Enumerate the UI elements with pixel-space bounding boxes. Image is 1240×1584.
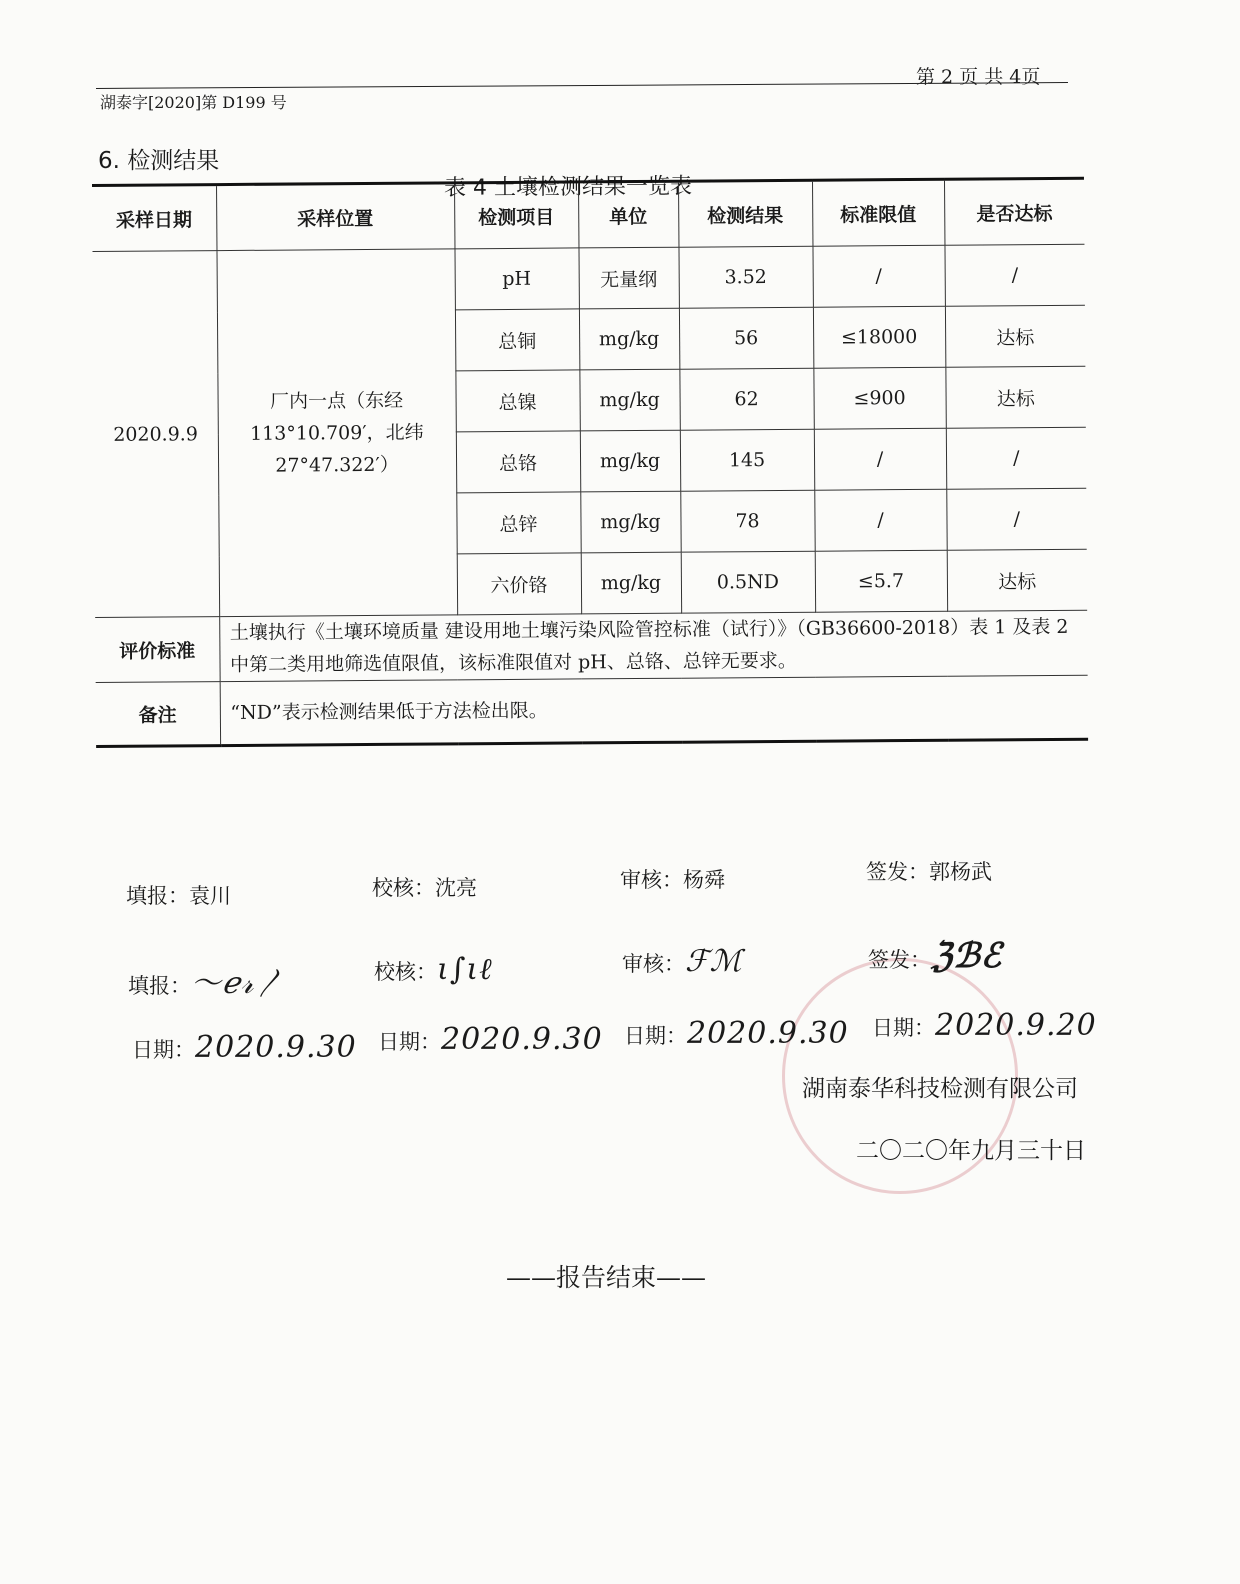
col-header: 采样日期: [92, 185, 216, 252]
signature-block-issue: [868, 936, 1002, 976]
col-header: 是否达标: [944, 178, 1084, 245]
table-cell: /: [812, 245, 944, 307]
table-cell: 达标: [947, 549, 1087, 611]
table-cell: mg/kg: [579, 369, 679, 431]
signature-label: 签发：: [868, 948, 931, 972]
handwritten-date: 2020.9.30: [687, 1016, 849, 1051]
table-cell: 总铜: [455, 309, 579, 371]
signer-review: [620, 864, 725, 894]
signer-name: 袁川: [189, 884, 231, 908]
signature-block-review: [622, 944, 743, 979]
table-cell: /: [814, 489, 946, 551]
handwritten-signature: 〜ℯ𝓇〳: [191, 966, 286, 1001]
signer-issue: [866, 856, 992, 886]
table-cell: ≤900: [813, 367, 945, 429]
table-cell: 无量纲: [578, 247, 678, 309]
table-cell: /: [944, 244, 1084, 306]
table-row: [92, 244, 1084, 312]
remark-text: “ND”表示检测结果低于方法检出限。: [220, 675, 1088, 745]
handwritten-date: 2020.9.30: [195, 1030, 357, 1065]
signer-label: 审核：: [620, 868, 683, 892]
col-header: 采样位置: [216, 183, 454, 251]
signer-label: 校核：: [372, 876, 435, 900]
col-header: 单位: [578, 181, 678, 248]
evaluation-text: 土壤执行《土壤环境质量 建设用地土壤污染风险管控标准（试行）》（GB36600-2018）表 1 及表 2 中第二类用地筛选值限值，该标准限值对 pH、总铬、总锌无要求。: [219, 610, 1087, 681]
table-title: 表 4 土壤检测结果一览表: [443, 174, 693, 201]
section-title: 6. 检测结果: [98, 148, 220, 174]
table-cell: 0.5ND: [681, 551, 815, 613]
date-label: 日期：: [378, 1030, 441, 1054]
table-cell: mg/kg: [580, 491, 680, 553]
remark-label: 备注: [96, 682, 220, 747]
table-cell: mg/kg: [580, 430, 680, 492]
table-cell: ≤18000: [813, 306, 945, 368]
results-table-wrapper: [92, 177, 1088, 748]
signer-name: 杨舜: [683, 868, 725, 892]
page-number: 第 2 页 共 4页: [916, 66, 1041, 88]
handwritten-signature: ι∫ιℓ: [437, 952, 493, 987]
col-header: 标准限值: [812, 179, 944, 246]
company-name: 湖南泰华科技检测有限公司: [802, 1076, 1078, 1102]
table-cell: 达标: [945, 305, 1085, 367]
date-issue: [872, 1008, 1097, 1043]
signer-check: [372, 872, 477, 902]
remark-row: [96, 675, 1088, 746]
table-cell: 总镍: [455, 370, 579, 432]
results-table: [92, 177, 1088, 748]
table-cell: mg/kg: [581, 552, 681, 614]
handwritten-signature: ℱℳ: [685, 944, 743, 979]
signer-name: 沈亮: [435, 876, 477, 900]
table-cell: pH: [454, 248, 578, 310]
table-cell: 62: [679, 368, 813, 430]
table-cell: 总锌: [456, 492, 580, 554]
col-header: 检测项目: [454, 182, 578, 249]
document-number: 湖泰字[2020]第 D199 号: [100, 93, 287, 112]
handwritten-date: 2020.9.20: [935, 1008, 1097, 1043]
date-review: [624, 1016, 849, 1051]
table-cell: 达标: [945, 366, 1085, 428]
date-label: 日期：: [132, 1038, 195, 1062]
table-header-row: [92, 178, 1084, 251]
sample-location: 厂内一点（东经 113°10.709′，北纬 27°47.322′）: [216, 249, 457, 617]
table-cell: 56: [679, 307, 813, 369]
date-check: [378, 1022, 603, 1057]
table-cell: /: [946, 427, 1086, 489]
evaluation-row: [95, 610, 1087, 682]
table-cell: 六价铬: [457, 553, 581, 615]
table-cell: mg/kg: [579, 308, 679, 370]
table-cell: 145: [680, 429, 814, 491]
signature-label: 审核：: [622, 952, 685, 976]
table-cell: 78: [680, 490, 814, 552]
signature-block-fill: [128, 958, 285, 1002]
date-label: 日期：: [872, 1016, 935, 1040]
signer-label: 填报：: [126, 884, 189, 908]
signer-label: 签发：: [866, 860, 929, 884]
issue-date: 二〇二〇年九月三十日: [856, 1138, 1086, 1164]
signer-name: 郭杨武: [929, 860, 992, 884]
sample-date: 2020.9.9: [92, 251, 219, 618]
table-cell: 总铬: [456, 431, 580, 493]
signature-label: 校核：: [374, 960, 437, 984]
signer-fill: [126, 880, 231, 910]
handwritten-date: 2020.9.30: [441, 1022, 603, 1057]
signature-label: 填报：: [128, 974, 191, 998]
table-cell: /: [946, 488, 1086, 550]
col-header: 检测结果: [678, 180, 812, 247]
table-cell: ≤5.7: [815, 550, 947, 612]
date-fill: [132, 1030, 357, 1065]
table-cell: /: [814, 428, 946, 490]
handwritten-signature: ℨℬℰ: [931, 936, 1003, 976]
table-cell: 3.52: [678, 246, 812, 308]
evaluation-label: 评价标准: [95, 617, 219, 683]
signature-block-check: [374, 952, 493, 987]
report-end: ——报告结束——: [506, 1263, 707, 1292]
date-label: 日期：: [624, 1024, 687, 1048]
